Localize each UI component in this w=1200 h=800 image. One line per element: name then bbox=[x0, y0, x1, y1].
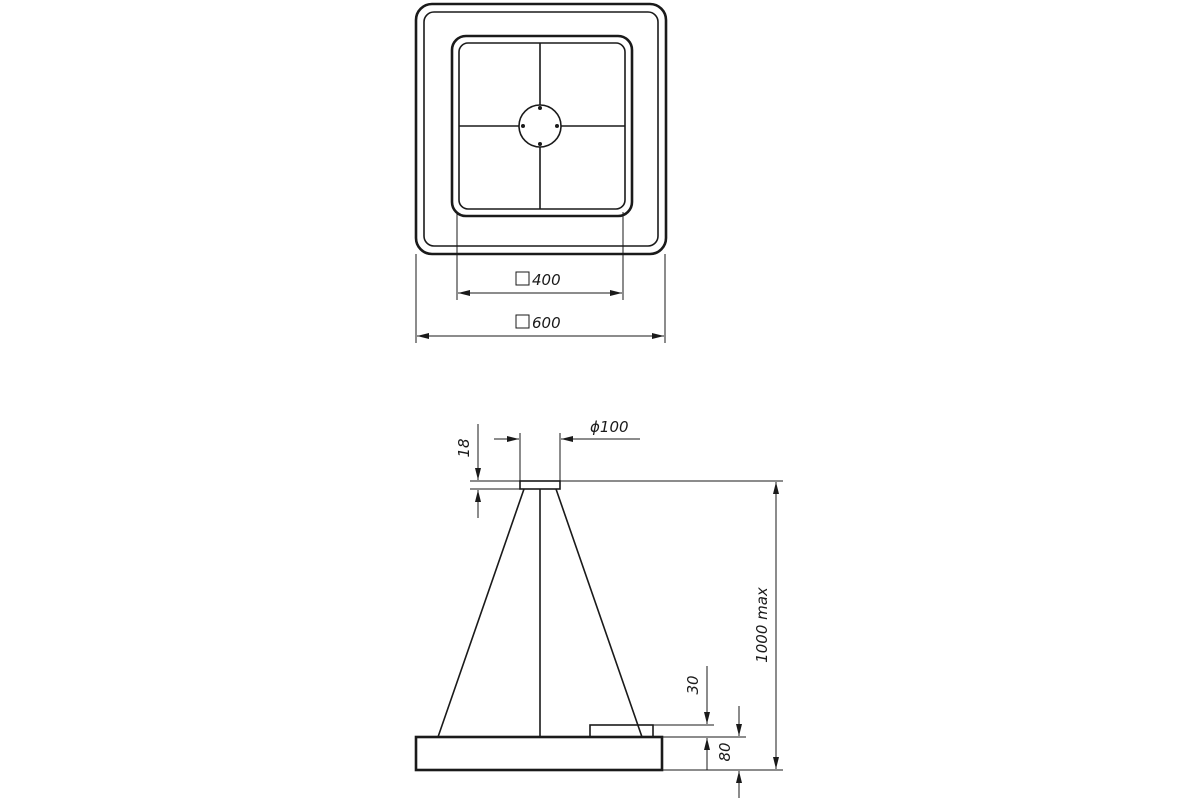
suspension-cable-left bbox=[438, 489, 524, 737]
dim-18-label: 18 bbox=[455, 438, 473, 458]
canopy-circle bbox=[519, 105, 561, 147]
lamp-frame bbox=[416, 737, 662, 770]
square-symbol-400 bbox=[516, 272, 529, 285]
suspension-cable-right bbox=[556, 489, 642, 737]
dim-1000-label: 1000 max bbox=[753, 587, 771, 663]
canopy-screw-bottom bbox=[538, 142, 542, 146]
dim-600-label: 600 bbox=[532, 314, 561, 332]
dim-phi100-label: ϕ100 bbox=[590, 418, 629, 436]
square-symbol-600 bbox=[516, 315, 529, 328]
canopy bbox=[520, 481, 560, 489]
canopy-screw-right bbox=[555, 124, 559, 128]
side-view bbox=[416, 418, 783, 798]
dim-400-label: 400 bbox=[532, 271, 561, 289]
dim-80-label: 80 bbox=[716, 742, 734, 762]
canopy-screw-top bbox=[538, 106, 542, 110]
driver-box bbox=[590, 725, 653, 737]
canopy-screw-left bbox=[521, 124, 525, 128]
dim-30-label: 30 bbox=[684, 675, 702, 695]
top-view bbox=[416, 4, 666, 343]
